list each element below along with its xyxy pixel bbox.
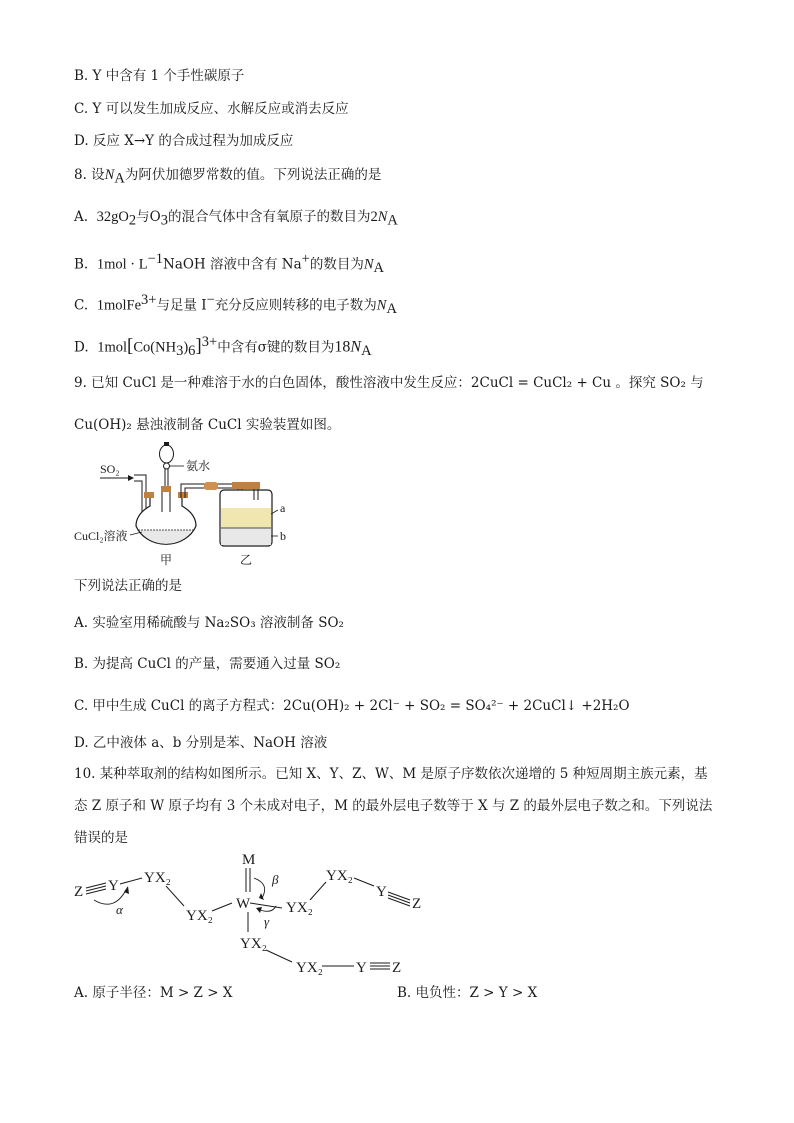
z-left: Z bbox=[74, 884, 84, 900]
flask-liquid bbox=[140, 530, 192, 544]
bottle-stopper bbox=[232, 482, 260, 489]
stopper-center bbox=[161, 486, 171, 492]
w-atom: W bbox=[236, 896, 251, 912]
q9-option-c: C. 甲中生成 CuCl 的离子方程式：2Cu(OH)₂ + 2Cl⁻ + SO₂ = SO₄²⁻ + 2CuCl↓ +2H₂O bbox=[74, 698, 630, 714]
yi-label: 乙 bbox=[240, 553, 253, 567]
stopper-right bbox=[178, 492, 188, 498]
gamma-label: γ bbox=[264, 914, 270, 929]
q10-structure-figure bbox=[70, 848, 450, 978]
q10-option-a: A. 原子半径：M > Z > X bbox=[74, 985, 233, 1001]
z-right: Z bbox=[412, 896, 422, 912]
q10-option-b: B. 电负性：Z > Y > X bbox=[397, 985, 538, 1001]
q8-option-c: C. 1molFe$^{3+}$与足量 I−充分反应则转移的电子数为$N_A$ bbox=[74, 292, 397, 318]
b-label: b bbox=[280, 529, 286, 543]
q8-option-a: A. $32gO_2$与$O_3$的混合气体中含有氧原子的数目为$2N_A$ bbox=[74, 209, 398, 229]
yx2-bottom-lower: YX₂ bbox=[296, 960, 323, 976]
dropping-funnel bbox=[160, 445, 174, 463]
rubber-connector bbox=[204, 482, 218, 490]
alpha-label: α bbox=[116, 902, 123, 917]
yx2-bottom-upper: YX₂ bbox=[240, 936, 267, 952]
q7-option-c: C. Y 可以发生加成反应、水解反应或消去反应 bbox=[74, 101, 349, 117]
yx2-left-lower: YX₂ bbox=[186, 908, 213, 924]
yx2-right-lower: YX₂ bbox=[286, 900, 313, 916]
so2-arrowhead bbox=[128, 475, 134, 481]
y-right: Y bbox=[376, 884, 387, 900]
stopcock bbox=[164, 463, 170, 469]
ammonia-label: 氨水 bbox=[186, 459, 211, 473]
q10-stem-line3: 错误的是 bbox=[74, 830, 128, 846]
q8-option-d: D. $1mol[Co(NH_3)_6]^{3+}$中含有σ键的数目为$18N_A$ bbox=[74, 334, 372, 360]
q9-apparatus-figure bbox=[72, 440, 302, 570]
a-label: a bbox=[280, 501, 286, 515]
q9-option-b: B. 为提高 CuCl 的产量，需要通入过量 SO₂ bbox=[74, 656, 341, 672]
q10-stem-line1: 10. 某种萃取剂的结构如图所示。已知 X、Y、Z、W、M 是原子序数依次递增的 5 种短周期主族元素，基 bbox=[74, 766, 708, 782]
liquid-b bbox=[221, 528, 271, 545]
q9-prompt: 下列说法正确的是 bbox=[74, 578, 182, 594]
q8-stem: 8. 设$N_A$为阿伏加德罗常数的值。下列说法正确的是 bbox=[74, 167, 382, 187]
y-bottom: Y bbox=[356, 960, 367, 976]
m-atom: M bbox=[242, 852, 256, 868]
liquid-a bbox=[221, 508, 271, 528]
so2-label: SO₂ bbox=[100, 462, 120, 476]
q9-stem-line2: Cu(OH)₂ 悬浊液制备 CuCl 实验装置如图。 bbox=[74, 417, 341, 433]
y-left: Y bbox=[108, 878, 119, 894]
q7-option-b: B. Y 中含有 1 个手性碳原子 bbox=[74, 68, 245, 84]
q8-option-b: B. $1mol \cdot L^{-1}NaOH$ 溶液中含有 Na+的数目为$N_A$ bbox=[74, 251, 384, 277]
cucl2-label: CuCl₂溶液 bbox=[74, 529, 128, 543]
q9-stem-line1: 9. 已知 CuCl 是一种难溶于水的白色固体，酸性溶液中发生反应：2CuCl = CuCl₂ + Cu 。探究 SO₂ 与 bbox=[74, 375, 704, 391]
stopper-left bbox=[144, 492, 154, 498]
q9-option-a: A. 实验室用稀硫酸与 Na₂SO₃ 溶液制备 SO₂ bbox=[74, 615, 344, 631]
beta-label: β bbox=[272, 872, 279, 887]
jia-label: 甲 bbox=[160, 553, 173, 567]
yx2-right-upper: YX₂ bbox=[326, 868, 353, 884]
yx2-left-upper: YX₂ bbox=[144, 870, 171, 886]
q7-option-d: D. 反应 X→Y 的合成过程为加成反应 bbox=[74, 133, 294, 149]
beta-arc bbox=[254, 878, 265, 898]
q10-stem-line2: 态 Z 原子和 W 原子均有 3 个未成对电子，M 的最外层电子数等于 X 与 Z 的最外层电子数之和。下列说法 bbox=[74, 798, 713, 814]
q9-option-d: D. 乙中液体 a、b 分别是苯、NaOH 溶液 bbox=[74, 735, 328, 751]
z-bottom: Z bbox=[392, 960, 402, 976]
